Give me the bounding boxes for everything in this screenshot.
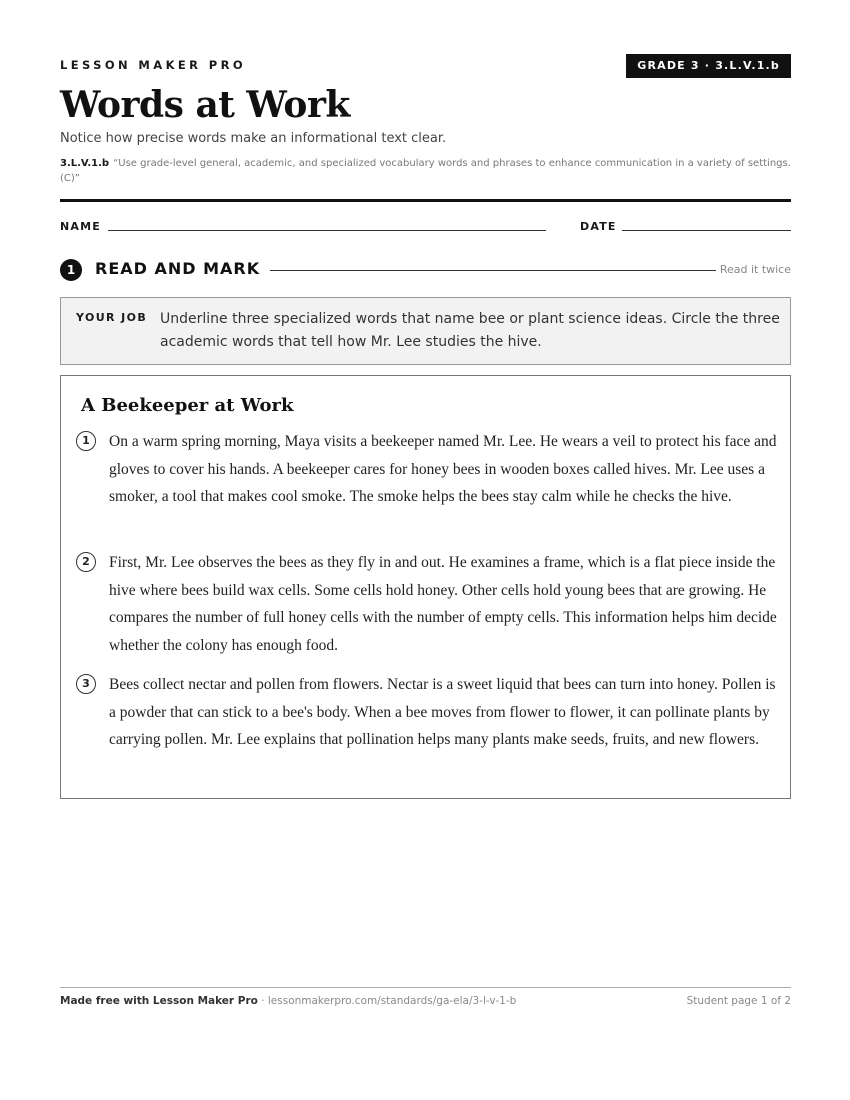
footer-made-with: Made free with Lesson Maker Pro bbox=[60, 995, 258, 1007]
section-title: READ AND MARK bbox=[95, 259, 261, 278]
paragraph-number-1: 1 bbox=[76, 431, 96, 451]
name-date-row bbox=[60, 220, 791, 234]
standard-text: “Use grade-level general, academic, and specialized vocabulary words and phrases to enhance communication in a variety of settings. (C)” bbox=[60, 158, 791, 184]
worksheet-page bbox=[60, 0, 791, 1100]
name-field[interactable] bbox=[108, 230, 546, 231]
your-job-box bbox=[60, 297, 791, 365]
page-title: Words at Work bbox=[60, 84, 350, 126]
section-header bbox=[60, 257, 791, 281]
date-label: DATE bbox=[580, 220, 617, 233]
page-subtitle: Notice how precise words make an informational text clear. bbox=[60, 131, 447, 146]
your-job-instructions: Underline three specialized words that name bee or plant science ideas. Circle the three academic words that tell how Mr. Lee studies the hive. bbox=[160, 311, 780, 350]
paragraph-3: Bees collect nectar and pollen from flowers. Nectar is a sweet liquid that bees can turn into honey. Pollen is a powder that can stick to a bee's body. When a bee moves from flower to flower, it can pollinate plants by carrying pollen. Mr. Lee explains that pollination helps many plants make seeds, fruits, and new flowers. bbox=[109, 676, 776, 748]
footer-divider bbox=[60, 987, 791, 988]
brand-name: LESSON MAKER PRO bbox=[60, 58, 247, 72]
paragraph-number-3: 3 bbox=[76, 674, 96, 694]
section-divider bbox=[270, 270, 716, 271]
grade-badge: GRADE 3 · 3.L.V.1.b bbox=[626, 54, 791, 78]
section-number-badge: 1 bbox=[60, 259, 82, 281]
paragraph-1: On a warm spring morning, Maya visits a beekeeper named Mr. Lee. He wears a veil to protect his face and gloves to cover his hands. A beekeeper cares for honey bees in wooden boxes called hives. Mr. Lee uses a smoker, a tool that makes cool smoke. The smoke helps the bees stay calm while he checks the hive. bbox=[109, 433, 777, 505]
footer-credit bbox=[60, 995, 516, 1007]
passage-title: A Beekeeper at Work bbox=[81, 395, 294, 416]
your-job-label: YOUR JOB bbox=[76, 311, 148, 324]
section-note: Read it twice bbox=[719, 263, 791, 276]
date-field[interactable] bbox=[622, 230, 791, 231]
standard-code: 3.L.V.1.b bbox=[60, 158, 110, 169]
name-label: NAME bbox=[60, 220, 101, 233]
footer-url: · lessonmakerpro.com/standards/ga-ela/3-l-v-1-b bbox=[257, 995, 517, 1007]
reading-passage bbox=[60, 375, 791, 799]
paragraph-number-2: 2 bbox=[76, 552, 96, 572]
standard-description bbox=[60, 156, 791, 186]
header-divider bbox=[60, 199, 791, 202]
footer-page-number: Student page 1 of 2 bbox=[686, 995, 791, 1007]
paragraph-2: First, Mr. Lee observes the bees as they fly in and out. He examines a frame, which is a flat piece inside the hive where bees build wax cells. Some cells hold honey. Other cells hold young bees that are growing. He compares the number of full honey cells with the number of empty cells. This information helps him decide whether the colony has enough food. bbox=[109, 554, 777, 654]
